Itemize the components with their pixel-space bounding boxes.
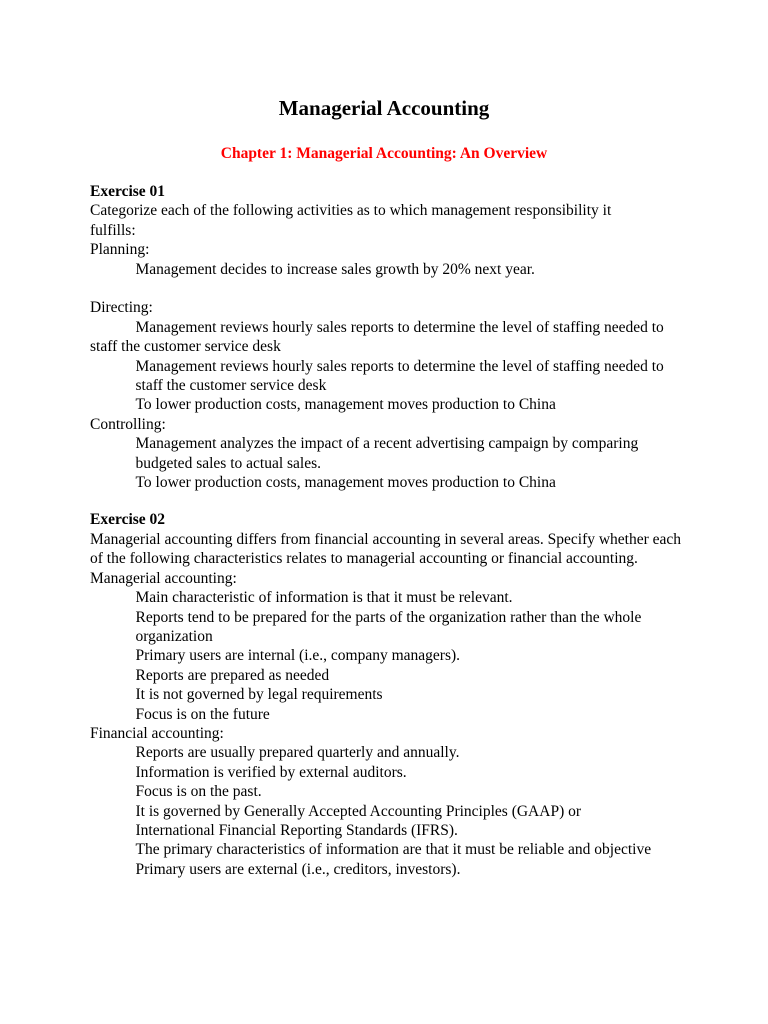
document-body <box>90 182 690 879</box>
managerial-item: Focus is on the future <box>135 705 270 723</box>
planning-label: Planning: <box>90 241 150 259</box>
directing-item: Management reviews hourly sales reports to determine the level of staffing needed to staff the customer service desk <box>135 357 664 395</box>
controlling-item: To lower production costs, management moves production to China <box>135 474 556 492</box>
chapter-heading: Chapter 1: Managerial Accounting: An Overview <box>220 145 548 162</box>
financial-item: Information is verified by external auditors. <box>135 763 407 781</box>
financial-item: Focus is on the past. <box>135 783 262 801</box>
financial-item: Reports are usually prepared quarterly and annually. <box>135 744 460 762</box>
financial-item: The primary characteristics of information are that it must be reliable and objective <box>135 841 652 859</box>
controlling-item: Management analyzes the impact of a recent advertising campaign by comparing budgeted sales to actual sales. <box>135 435 639 472</box>
directing-label: Directing: <box>90 299 153 317</box>
financial-item: It is governed by Generally Accepted Accounting Principles (GAAP) or International Financial Reporting Standards (IFRS). <box>135 802 582 839</box>
managerial-item: Reports are prepared as needed <box>135 666 330 684</box>
financial-accounting-label: Financial accounting: <box>90 724 224 742</box>
managerial-accounting-label: Managerial accounting: <box>90 569 237 587</box>
financial-item: Primary users are external (i.e., creditors, investors). <box>135 860 461 878</box>
managerial-item: It is not governed by legal requirements <box>135 686 383 704</box>
planning-item: Management decides to increase sales growth by 20% next year. <box>135 260 535 278</box>
exercise-01-prompt: Categorize each of the following activities as to which management responsibility it fulfills: <box>90 202 612 239</box>
controlling-label: Controlling: <box>90 415 166 433</box>
directing-item: Management reviews hourly sales reports to determine the level of staffing needed to staff the customer service desk <box>90 318 664 356</box>
managerial-item: Primary users are internal (i.e., company managers). <box>135 647 461 665</box>
exercise-02-prompt: Managerial accounting differs from financial accounting in several areas. Specify whether each of the following characteristics relates to managerial accounting or financial accounting. <box>90 530 682 568</box>
exercise-02-heading: Exercise 02 <box>90 511 166 529</box>
managerial-item: Main characteristic of information is that it must be relevant. <box>135 589 513 607</box>
directing-item: To lower production costs, management moves production to China <box>135 396 556 414</box>
document-title: Managerial Accounting <box>278 96 490 120</box>
managerial-item: Reports tend to be prepared for the parts of the organization rather than the whole organization <box>135 608 642 645</box>
exercise-01-heading: Exercise 01 <box>90 183 166 200</box>
